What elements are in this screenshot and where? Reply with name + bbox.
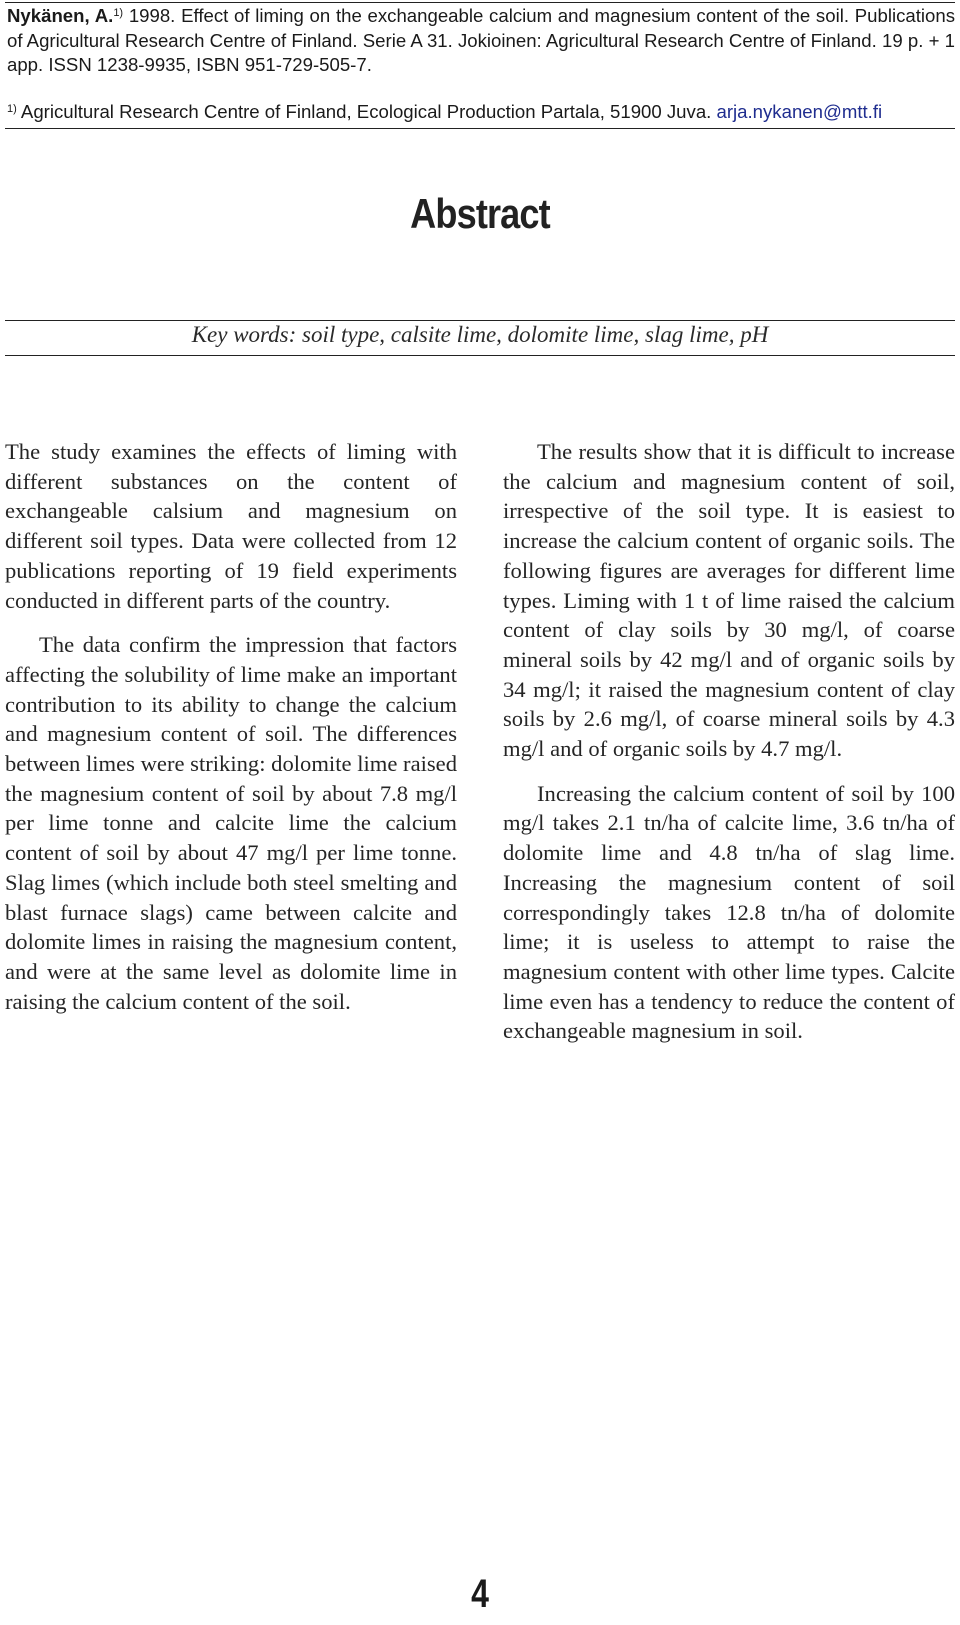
top-rule bbox=[5, 2, 955, 3]
affiliation-footnote-mark: 1) bbox=[7, 103, 17, 115]
abstract-paragraph: The study examines the effects of liming with different substances on the content of exchangeable calsium and magnesium on different soil types. Data were collected from 12 publications reporting of 19 field experiments conducted in different parts of the country. bbox=[5, 439, 457, 613]
abstract-paragraph: Increasing the calcium content of soil by 100 mg/l takes 2.1 tn/ha of calcite lime, 3.6 tn/ha of dolomite lime and 4.8 tn/ha of slag lime. Increasing the magnesium content of soil correspondingly takes 12.8 tn/ha of dolomite lime; it is useless to attempt to raise the magnesium content with other lime types. Calcite lime even has a tendency to reduce the content of exchangeable magnesium in soil. bbox=[503, 780, 955, 1044]
author-name: Nykänen, A. bbox=[7, 5, 114, 26]
keywords-top-rule bbox=[5, 320, 955, 321]
citation-text: 1998. Effect of liming on the exchangeable calcium and magnesium content of the soil. Publications of Agricultural Research Centre of Finland. Serie A 31. Jokioinen: Agricultural Research Centre of Finland. 19 p. + 1 app. ISSN 1238-9935, ISBN 951-729-505-7. bbox=[7, 5, 955, 75]
affiliation-text: Agricultural Research Centre of Finland, Ecological Production Partala, 51900 Juva. bbox=[16, 101, 717, 122]
author-footnote-mark: 1) bbox=[113, 7, 124, 19]
abstract-paragraph: The results show that it is difficult to increase the calcium and magnesium content of soil, irrespective of the soil type. It is easiest to increase the calcium content of organic soils. The following figures are averages for different lime types. Liming with 1 t of lime raised the calcium content of clay soils by 30 mg/l, of coarse mineral soils by 42 mg/l and of organic soils by 34 mg/l; it raised the magnesium content of clay soils by 2.6 mg/l, of coarse mineral soils by 4.3 mg/l and of organic soils by 4.7 mg/l. bbox=[503, 439, 955, 762]
abstract-paragraph: The data confirm the impression that factors affecting the solubility of lime make an important contribution to its ability to change the calcium and magnesium content of soil. The differences between limes were striking: dolomite lime raised the magnesium content of soil by about 7.8 mg/l per lime tonne and calcite lime the calcium content of soil by about 47 mg/l per lime tonne. Slag limes (which include both steel smelting and blast furnace slags) came between calcite and dolomite limes in raising the magnesium content, and were at the same level as dolomite lime in raising the calcium content of the soil. bbox=[5, 632, 457, 1014]
abstract-right-column bbox=[503, 437, 955, 1061]
abstract-title: Abstract bbox=[410, 190, 550, 237]
header-bottom-rule bbox=[5, 128, 955, 129]
abstract-left-column bbox=[5, 437, 457, 1031]
email-link[interactable]: arja.nykanen@mtt.fi bbox=[716, 101, 883, 122]
affiliation bbox=[7, 100, 955, 124]
keywords-bottom-rule bbox=[5, 355, 955, 356]
keywords: Key words: soil type, calsite lime, dolomite lime, slag lime, pH bbox=[191, 322, 769, 347]
page-number: 4 bbox=[471, 1572, 489, 1616]
citation bbox=[7, 4, 955, 78]
